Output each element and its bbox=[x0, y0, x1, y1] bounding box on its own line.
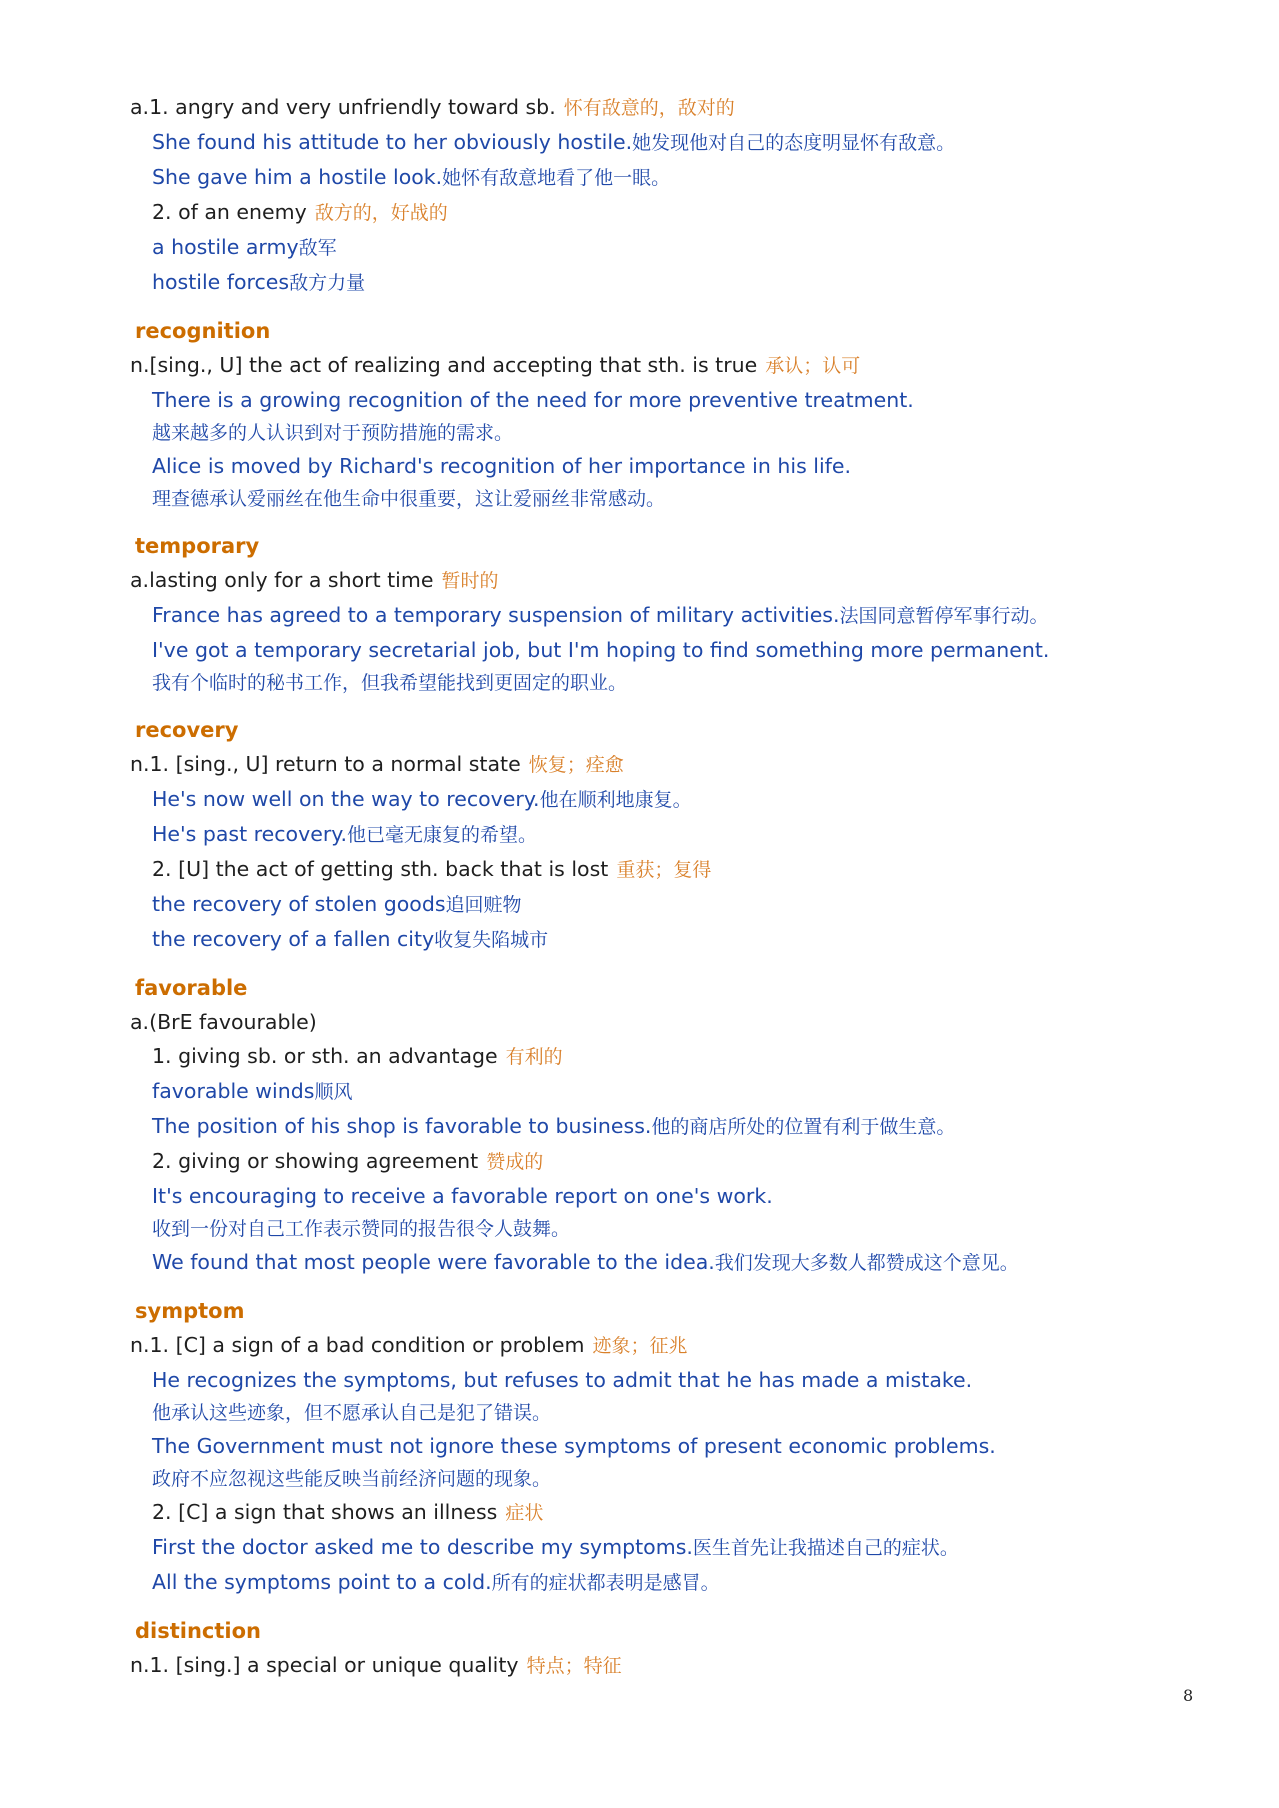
definition-text: 1. giving sb. or sth. an advantage bbox=[152, 1044, 498, 1068]
dictionary-entry bbox=[130, 529, 1150, 699]
definition-chinese: 恢复；痊愈 bbox=[528, 754, 624, 776]
example-translation: 理查德承认爱丽丝在他生命中很重要，这让爱丽丝非常感动。 bbox=[152, 488, 666, 510]
example-sentence bbox=[130, 598, 1150, 633]
example-text: All the symptoms point to a cold. bbox=[152, 1570, 492, 1594]
example-sentence bbox=[130, 449, 1150, 483]
example-text: It's encouraging to receive a favorable report on one's work. bbox=[152, 1184, 773, 1208]
definition-chinese: 怀有敌意的，敌对的 bbox=[563, 97, 735, 119]
dictionary-content bbox=[130, 90, 1150, 1683]
dictionary-entry bbox=[130, 1614, 1150, 1683]
example-chinese: 法国同意暂停军事行动。 bbox=[839, 605, 1049, 627]
example-chinese: 收复失陷城市 bbox=[434, 929, 549, 951]
page-number: 8 bbox=[1183, 1686, 1194, 1705]
dictionary-entry bbox=[130, 314, 1150, 515]
example-text: the recovery of stolen goods bbox=[152, 892, 446, 916]
definition-line bbox=[130, 195, 1150, 230]
definition-text: 2. [U] the act of getting sth. back that is lost bbox=[152, 857, 609, 881]
example-sentence bbox=[130, 1109, 1150, 1144]
example-sentence bbox=[130, 1245, 1150, 1280]
example-text: He recognizes the symptoms, but refuses to admit that he has made a mistake. bbox=[152, 1368, 973, 1392]
definition-chinese: 迹象；征兆 bbox=[592, 1335, 688, 1357]
definition-line bbox=[130, 563, 1150, 598]
definition-text: 2. [C] a sign that shows an illness bbox=[152, 1500, 498, 1524]
definition-chinese: 症状 bbox=[505, 1502, 544, 1524]
example-sentence bbox=[130, 230, 1150, 265]
dictionary-entry bbox=[130, 971, 1150, 1280]
example-text: The position of his shop is favorable to business. bbox=[152, 1114, 652, 1138]
example-text: The Government must not ignore these symptoms of present economic problems. bbox=[152, 1434, 996, 1458]
definition-line bbox=[130, 1144, 1150, 1179]
dictionary-entry bbox=[130, 90, 1150, 300]
dictionary-entry bbox=[130, 1294, 1150, 1600]
example-text: There is a growing recognition of the need for more preventive treatment. bbox=[152, 388, 914, 412]
headword: recognition bbox=[135, 319, 271, 343]
example-sentence bbox=[130, 383, 1150, 417]
definition-line bbox=[130, 1328, 1150, 1363]
example-sentence bbox=[130, 160, 1150, 195]
example-sentence bbox=[130, 887, 1150, 922]
example-chinese: 追回赃物 bbox=[445, 894, 522, 916]
headword: recovery bbox=[135, 718, 239, 742]
example-translation: 政府不应忽视这些能反映当前经济问题的现象。 bbox=[152, 1468, 552, 1490]
example-chinese: 医生首先让我描述自己的症状。 bbox=[692, 1537, 959, 1559]
example-sentence bbox=[130, 125, 1150, 160]
example-text: France has agreed to a temporary suspension of military activities. bbox=[152, 603, 840, 627]
example-text: She gave him a hostile look. bbox=[152, 165, 443, 189]
definition-line bbox=[130, 348, 1150, 383]
example-text: Alice is moved by Richard's recognition of her importance in his life. bbox=[152, 454, 852, 478]
definition-chinese: 特点；特征 bbox=[526, 1655, 622, 1677]
example-chinese: 他的商店所处的位置有利于做生意。 bbox=[651, 1116, 956, 1138]
example-chinese: 我们发现大多数人都赞成这个意见。 bbox=[714, 1252, 1019, 1274]
example-text: I've got a temporary secretarial job, but I'm hoping to find something more permanent. bbox=[152, 638, 1050, 662]
definition-text: a.lasting only for a short time bbox=[130, 568, 434, 592]
example-sentence bbox=[130, 1565, 1150, 1600]
definition-text: a.(BrE favourable) bbox=[130, 1010, 317, 1034]
example-sentence bbox=[130, 1530, 1150, 1565]
example-translation: 他承认这些迹象，但不愿承认自己是犯了错误。 bbox=[152, 1402, 552, 1424]
definition-chinese: 承认；认可 bbox=[765, 355, 861, 377]
example-sentence bbox=[130, 1363, 1150, 1397]
headword: favorable bbox=[135, 976, 248, 1000]
example-sentence bbox=[130, 633, 1150, 667]
definition-text: n.1. [sing.] a special or unique quality bbox=[130, 1653, 519, 1677]
example-chinese: 他在顺利地康复。 bbox=[539, 789, 692, 811]
example-text: favorable winds bbox=[152, 1079, 315, 1103]
example-text: She found his attitude to her obviously hostile. bbox=[152, 130, 633, 154]
example-chinese: 她发现他对自己的态度明显怀有敌意。 bbox=[632, 132, 956, 154]
example-chinese: 她怀有敌意地看了他一眼。 bbox=[442, 167, 671, 189]
definition-line bbox=[130, 1039, 1150, 1074]
definition-text: a.1. angry and very unfriendly toward sb. bbox=[130, 95, 556, 119]
example-sentence bbox=[130, 1429, 1150, 1463]
example-chinese: 顺风 bbox=[314, 1081, 353, 1103]
definition-line bbox=[130, 1005, 1150, 1039]
definition-text: 2. of an enemy bbox=[152, 200, 307, 224]
definition-text: n.1. [C] a sign of a bad condition or problem bbox=[130, 1333, 585, 1357]
definition-text: n.1. [sing., U] return to a normal state bbox=[130, 752, 521, 776]
definition-line bbox=[130, 90, 1150, 125]
example-sentence bbox=[130, 782, 1150, 817]
definition-chinese: 敌方的，好战的 bbox=[314, 202, 448, 224]
headword: symptom bbox=[135, 1299, 245, 1323]
example-sentence bbox=[130, 922, 1150, 957]
definition-chinese: 有利的 bbox=[505, 1046, 563, 1068]
definition-chinese: 赞成的 bbox=[486, 1151, 544, 1173]
example-text: hostile forces bbox=[152, 270, 290, 294]
example-sentence bbox=[130, 265, 1150, 300]
dictionary-entry bbox=[130, 713, 1150, 957]
example-sentence bbox=[130, 1074, 1150, 1109]
example-sentence bbox=[130, 817, 1150, 852]
example-sentence bbox=[130, 1179, 1150, 1213]
definition-chinese: 重获；复得 bbox=[616, 859, 712, 881]
example-chinese: 敌方力量 bbox=[289, 272, 366, 294]
definition-line bbox=[130, 1495, 1150, 1530]
definition-text: n.[sing., U] the act of realizing and accepting that sth. is true bbox=[130, 353, 758, 377]
example-text: a hostile army bbox=[152, 235, 299, 259]
definition-line bbox=[130, 852, 1150, 887]
example-text: He's now well on the way to recovery. bbox=[152, 787, 540, 811]
example-translation: 我有个临时的秘书工作，但我希望能找到更固定的职业。 bbox=[152, 672, 628, 694]
example-chinese: 他已毫无康复的希望。 bbox=[346, 824, 537, 846]
headword: temporary bbox=[135, 534, 260, 558]
example-text: We found that most people were favorable to the idea. bbox=[152, 1250, 715, 1274]
example-translation: 收到一份对自己工作表示赞同的报告很令人鼓舞。 bbox=[152, 1218, 571, 1240]
example-text: First the doctor asked me to describe my symptoms. bbox=[152, 1535, 693, 1559]
example-translation: 越来越多的人认识到对于预防措施的需求。 bbox=[152, 422, 514, 444]
example-text: the recovery of a fallen city bbox=[152, 927, 435, 951]
example-chinese: 敌军 bbox=[298, 237, 337, 259]
headword: distinction bbox=[135, 1619, 261, 1643]
definition-chinese: 暂时的 bbox=[441, 570, 499, 592]
example-chinese: 所有的症状都表明是感冒。 bbox=[491, 1572, 720, 1594]
example-text: He's past recovery. bbox=[152, 822, 347, 846]
definition-line bbox=[130, 747, 1150, 782]
definition-line bbox=[130, 1648, 1150, 1683]
definition-text: 2. giving or showing agreement bbox=[152, 1149, 479, 1173]
